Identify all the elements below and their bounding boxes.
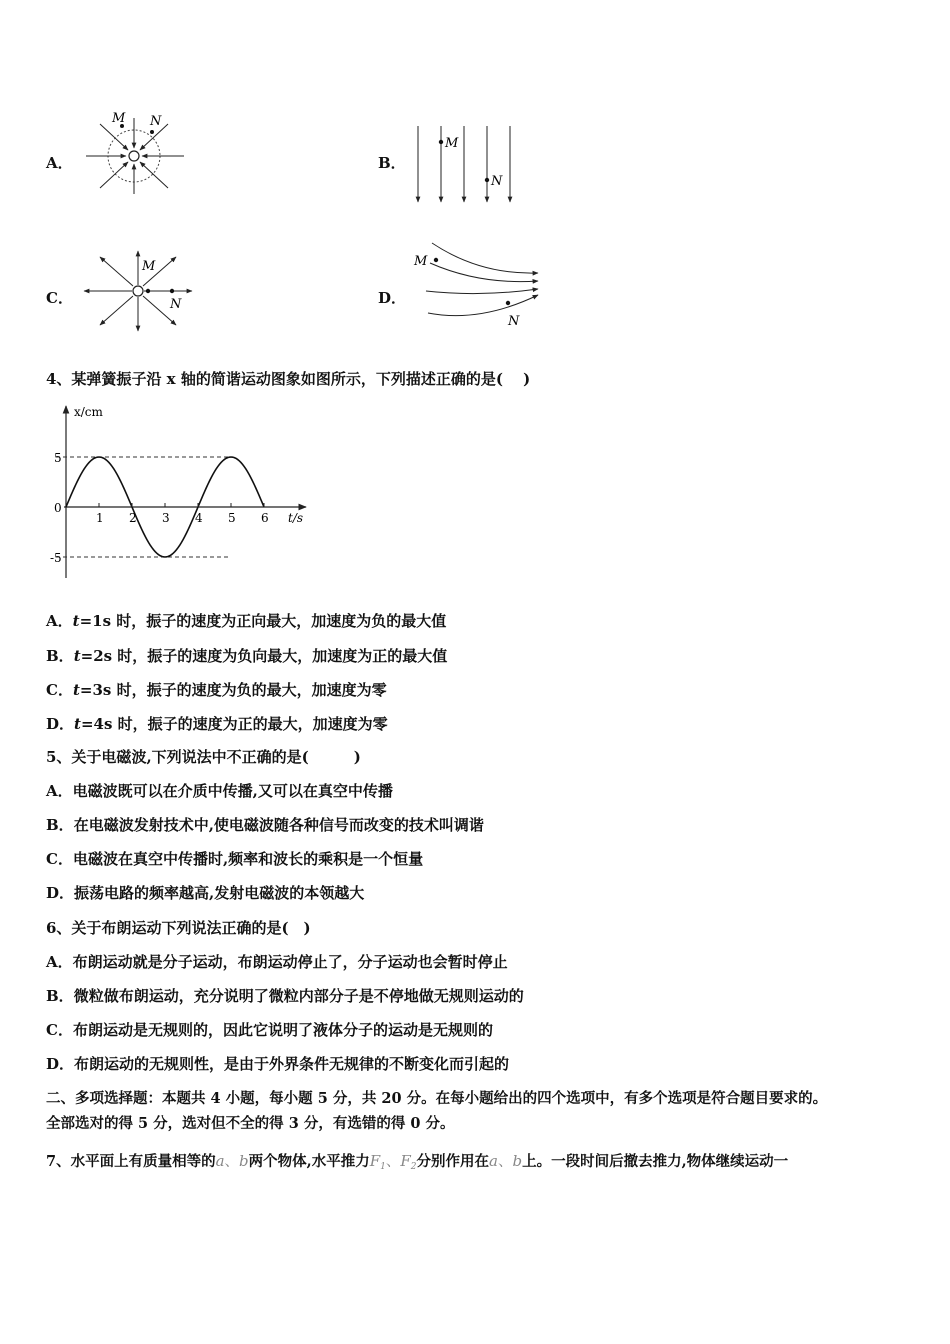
separator: 、	[224, 1154, 240, 1170]
q6-option-a[interactable]	[46, 952, 508, 972]
x-tick-label: 3	[162, 511, 170, 525]
option-label: C．	[46, 681, 73, 699]
q6-option-b[interactable]	[46, 986, 524, 1006]
option-variable: t	[74, 715, 81, 733]
point-m-label: M	[445, 136, 459, 151]
q7-text: 上。一段时间后撤去推力,物体继续运动一	[522, 1153, 789, 1170]
option-variable: t	[72, 681, 80, 699]
point-m-label: M	[414, 254, 428, 269]
x-tick-label: 6	[261, 511, 269, 525]
q4-option-a[interactable]	[46, 611, 446, 631]
option-text: =1s 时，振子的速度为正向最大，加速度为负的最大值	[79, 612, 447, 630]
option-text: 微粒做布朗运动，充分说明了微粒内部分子是不停地做无规则运动的	[73, 987, 524, 1005]
option-text: 布朗运动是无规则的，因此它说明了液体分子的运动是无规则的	[72, 1021, 493, 1039]
y-tick-label: -5	[50, 551, 62, 565]
origin-label: 0	[54, 501, 62, 515]
q4-displacement-time-graph	[44, 400, 314, 585]
option-text: 电磁波在真空中传播时,频率和波长的乘积是一个恒量	[72, 850, 424, 868]
point-n-label: N	[150, 114, 162, 129]
point-m-label: M	[112, 111, 126, 126]
q3-option-d-label[interactable]: D．	[378, 289, 407, 307]
var-b: b	[512, 1152, 523, 1170]
q7-text: 7、水平面上有质量相等的	[46, 1153, 216, 1170]
separator: 、	[497, 1154, 513, 1170]
x-axis-label: t/s	[288, 511, 304, 525]
q4-option-b[interactable]	[46, 646, 447, 666]
option-label: B．	[46, 987, 74, 1005]
x-tick-label: 2	[129, 511, 137, 525]
point-n-label: N	[508, 314, 520, 329]
q5-option-a[interactable]	[46, 781, 393, 801]
option-label: A．	[46, 953, 73, 971]
point-n-label: N	[491, 174, 503, 189]
option-text: =2s 时，振子的速度为负向最大，加速度为正的最大值	[80, 647, 448, 665]
x-tick-label: 5	[228, 511, 236, 525]
option-variable: t	[73, 647, 81, 665]
point-m-label: M	[142, 259, 156, 274]
q3-option-c-label[interactable]: C．	[46, 289, 73, 307]
option-label: D．	[46, 715, 75, 733]
q5-option-c[interactable]	[46, 849, 423, 869]
q4-option-c[interactable]	[46, 680, 387, 700]
q6-option-c[interactable]	[46, 1020, 493, 1040]
y-tick-label: 5	[54, 451, 62, 465]
option-text: 布朗运动的无规则性，是由于外界条件无规律的不断变化而引起的	[74, 1055, 510, 1073]
question-7-stem	[46, 1151, 788, 1177]
var-a: a	[489, 1152, 498, 1170]
q5-option-d[interactable]	[46, 883, 364, 903]
q5-option-b[interactable]	[46, 815, 484, 835]
option-label: C．	[46, 850, 73, 868]
q7-text: 两个物体,水平推力	[248, 1153, 370, 1170]
section-2-instructions-line-1: 二、多项选择题：本题共 4 小题，每小题 5 分，共 20 分。在每小题给出的四个选项中，有多个选项是符合题目要求的。	[46, 1090, 828, 1107]
option-label: A．	[46, 782, 73, 800]
x-tick-label: 1	[96, 511, 104, 525]
y-axis-label: x/cm	[74, 405, 103, 419]
q3-option-d-diagram	[410, 235, 550, 335]
q3-option-c-diagram	[78, 245, 198, 335]
q3-option-a-diagram	[76, 108, 196, 196]
question-6-stem: 6、关于布朗运动下列说法正确的是( )	[46, 919, 311, 937]
option-label: C．	[46, 1021, 73, 1039]
option-text: =3s 时，振子的速度为负的最大，加速度为零	[79, 681, 387, 699]
var-f2: $F_2$	[400, 1152, 417, 1172]
q3-option-a-label[interactable]: A．	[46, 154, 73, 172]
question-5-stem: 5、关于电磁波,下列说法中不正确的是( )	[46, 748, 361, 766]
option-text: 在电磁波发射技术中,使电磁波随各种信号而改变的技术叫调谐	[73, 816, 484, 834]
option-text: 电磁波既可以在介质中传播,又可以在真空中传播	[72, 782, 393, 800]
option-label: B．	[46, 647, 74, 665]
question-4-stem: 4、某弹簧振子沿 x 轴的简谐运动图象如图所示，下列描述正确的是( )	[46, 370, 531, 388]
option-label: D．	[46, 1055, 75, 1073]
point-n-label: N	[170, 297, 182, 312]
option-label: B．	[46, 816, 74, 834]
option-variable: t	[72, 612, 80, 630]
q7-text: 分别作用在	[416, 1153, 490, 1170]
option-text: =4s 时，振子的速度为正的最大，加速度为零	[80, 715, 388, 733]
q6-option-d[interactable]	[46, 1054, 509, 1074]
section-2-instructions-line-2: 全部选对的得 5 分，选对但不全的得 3 分，有选错的得 0 分。	[46, 1115, 455, 1132]
var-a: a	[215, 1152, 225, 1170]
var-b: b	[239, 1152, 249, 1170]
q4-option-d[interactable]	[46, 714, 388, 734]
option-text: 振荡电路的频率越高,发射电磁波的本领越大	[74, 884, 365, 902]
q3-option-b-diagram	[410, 122, 520, 206]
q3-option-b-label[interactable]: B．	[378, 154, 406, 172]
x-tick-label: 4	[195, 511, 203, 525]
separator: 、	[385, 1154, 401, 1170]
option-text: 布朗运动就是分子运动，布朗运动停止了，分子运动也会暂时停止	[72, 953, 508, 971]
option-label: D．	[46, 884, 75, 902]
option-label: A．	[46, 612, 73, 630]
var-f1: $F_1$	[369, 1152, 386, 1172]
